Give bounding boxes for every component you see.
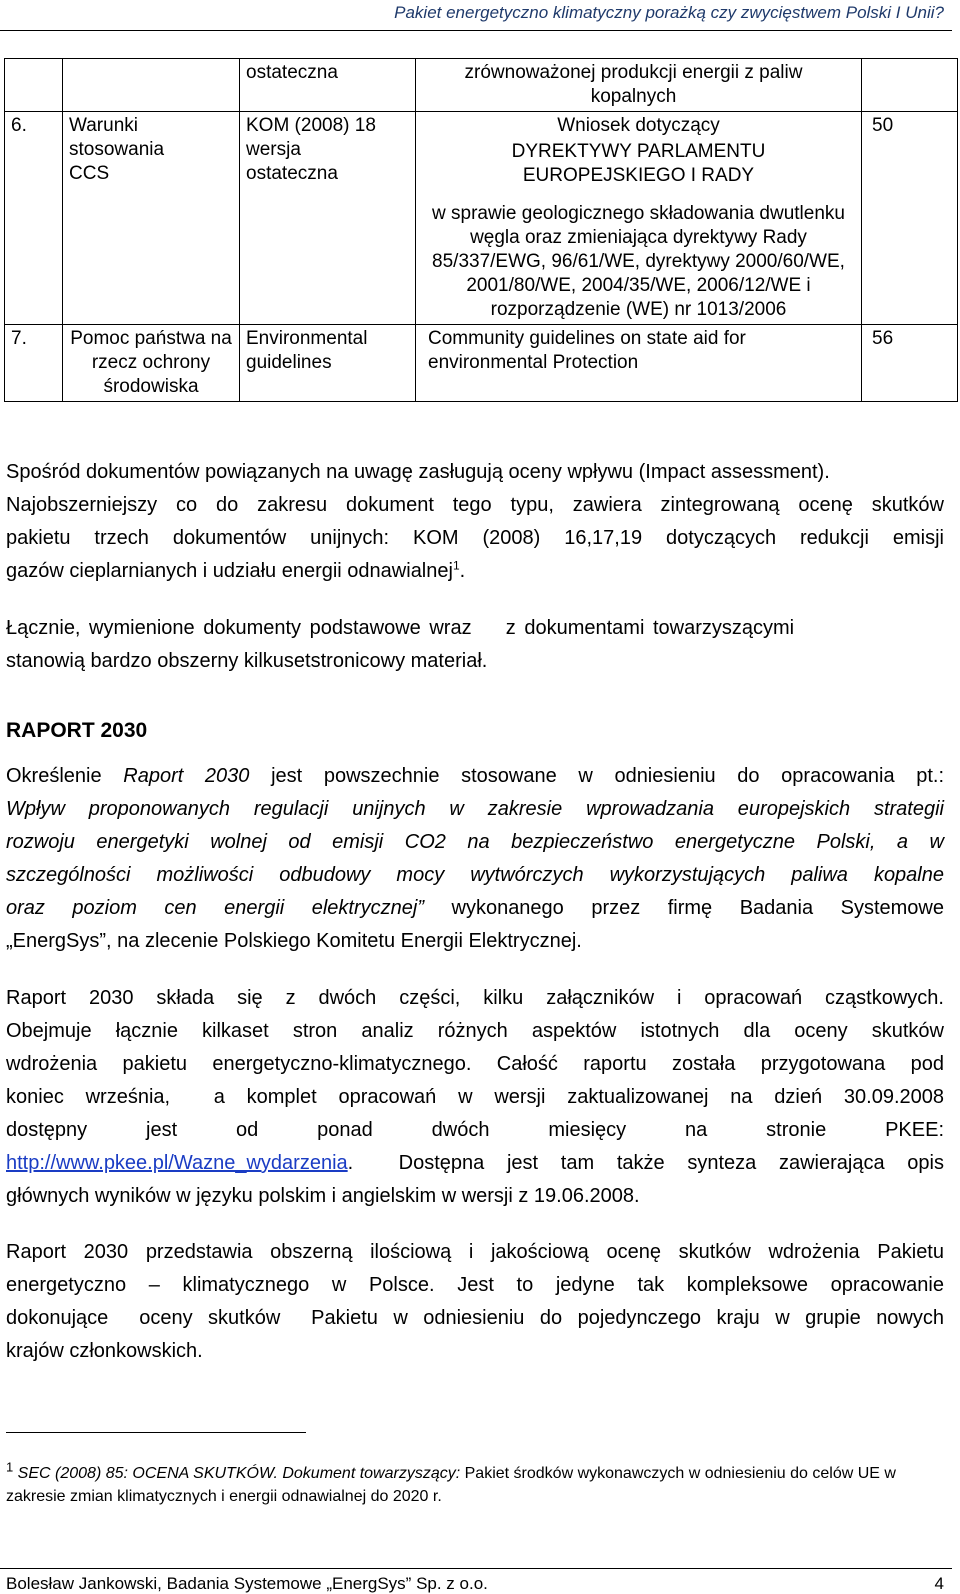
footnote-ref: 1 [452, 558, 460, 573]
description-title: Wniosek dotyczący [557, 115, 720, 136]
running-title: Pakiet energetyczno klimatyczny porażką czy zwycięstwem Polski I Unii? [394, 3, 944, 22]
page-footer [0, 1568, 952, 1593]
paragraph-raport-scope: Raport 2030 przedstawia obszerną ilościową i jakościową ocenę skutków wdrożenia Pakietu energetyczno – klimatycznego w Polsce. Jest to jedyne tak kompleksowe opracowanie dokonujące oceny skutków Pakietu w odniesieniu do pojedynczego kraju w grupie nowych krajów członkowskich. [6, 1241, 944, 1362]
pkee-link[interactable]: http://www.pkee.pl/Wazne_wydarzenia [6, 1152, 348, 1174]
page-number: 4 [934, 1574, 944, 1593]
table-row [5, 59, 958, 112]
version-cell: KOM (2008) 18 wersja ostateczna [246, 115, 376, 184]
version-cell: Environmental guidelines [246, 328, 368, 373]
paragraph-raport-structure: Raport 2030 składa się z dwóch części, kilku załączników i opracowań cząstkowych. Obejmuje łącznie kilkaset stron analiz różnych aspektów istotnych dla oceny skutków wdrożenia pakietu energetyczno-klimatycznego. Całość raportu została przygotowana pod koniec września, a komplet opracowań w wersji zaktualizowanej na dzień 30.09.2008 dostępny jest od ponad dwóch miesięcy na stronie PKEE: http://www.pkee.pl/Wazne_wydarzenia. Dostępna jest tam także synteza zawierająca opis głównych wyników w języku polskim i angielskim w wersji z 19.06.2008. [6, 987, 944, 1207]
version-cell: ostateczna [246, 62, 338, 83]
page-count: 50 [872, 115, 894, 136]
footnote: $^1$ SEC (2008) 85: OCENA SKUTKÓW. Dokument towarzyszący: Pakiet środków wykonawczych w odniesieniu do celów UE w zakresie zmian klimatycznych i energii odnawialnej do 2020 r. [6, 1459, 896, 1505]
documents-table [4, 58, 958, 402]
description-cell: Community guidelines on state aid for environmental Protection [428, 328, 746, 373]
paragraph-summary: Łącznie, wymienione dokumenty podstawowe wraz z dokumentami towarzyszącymi stanowią bardzo obszerny kilkusetstronicowy materiał. [6, 617, 795, 672]
paragraph-impact-assessment: Spośród dokumentów powiązanych na uwagę zasługują oceny wpływu (Impact assessment). Najobszerniejszy co do zakresu dokument tego typu, zawiera zintegrowaną ocenę skutków pakietu trzech dokumentów unijnych: KOM (2008) 16,17,19 dotyczących redukcji emisji gazów cieplarnianych i udziału energii odnawialnej$^1$. [6, 461, 944, 582]
footnote-number: 1 [6, 1459, 14, 1475]
row-number: 6. [11, 115, 27, 136]
document-name: Warunki stosowania CCS [69, 115, 165, 184]
footer-author: Bolesław Jankowski, Badania Systemowe „EnergSys” Sp. z o.o. [6, 1574, 488, 1593]
footnote-separator [6, 1432, 306, 1433]
page-count: 56 [872, 328, 894, 349]
section-heading: RAPORT 2030 [6, 719, 148, 742]
page-header [0, 0, 952, 31]
table-row [5, 112, 958, 325]
paragraph-raport-definition: Określenie Raport 2030 jest powszechnie stosowane w odniesieniu do opracowania pt.: Wpływ proponowanych regulacji unijnych w zakresie wprowadzania europejskich strategii rozwoju energetyki wolnej od emisji CO2 na bezpieczeństwo energetyczne Polski, a w szczególności możliwości odbudowy mocy wytwórczych wykorzystujących paliwa kopalne oraz poziom cen energii elektrycznej” wykonanego przez firmę Badania Systemowe „EnergSys”, na zlecenie Polskiego Komitetu Energii Elektrycznej. [6, 765, 945, 952]
row-number: 7. [11, 328, 27, 349]
description-cell: zrównoważonej produkcji energii z paliw kopalnych [464, 62, 803, 107]
document-name: Pomoc państwa na rzecz ochrony środowiska [70, 328, 232, 397]
table-row [5, 325, 958, 402]
description-body: w sprawie geologicznego składowania dwutlenku węgla oraz zmieniająca dyrektywy Rady 85/337/EWG, 96/61/WE, dyrektywy 2000/60/WE, 2001/80/WE, 2004/35/WE, 2006/12/WE i rozporządzenie (WE) nr 1013/2006 [432, 203, 845, 320]
description-caps: DYREKTYWY PARLAMENTU EUROPEJSKIEGO I RADY [511, 141, 766, 186]
